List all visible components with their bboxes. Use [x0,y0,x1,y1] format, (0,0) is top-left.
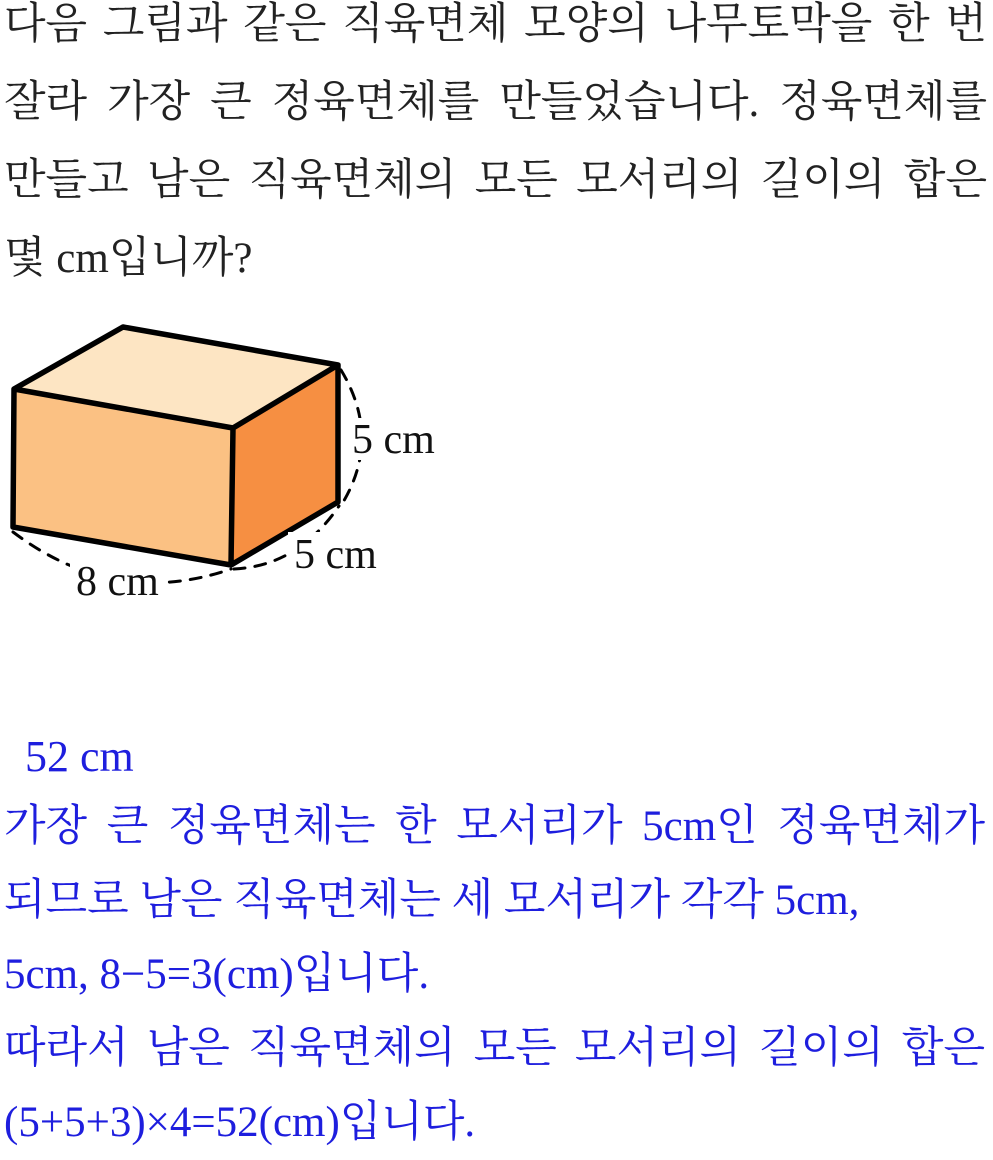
height-dimension-label: 5 cm [352,417,435,463]
question-line-2: 잘라 가장 큰 정육면체를 만들었습니다. 정육면체를 [4,79,987,126]
explanation-line-1: 가장 큰 정육면체는 한 모서리가 5cm인 정육면체가 [4,803,985,850]
explanation-text [4,790,985,1160]
question-text [4,0,987,298]
cuboid-svg [0,318,450,608]
question-line-4: 몇 cm입니까? [4,235,253,282]
explanation-line-3: 5cm, 8−5=3(cm)입니다. [4,951,430,998]
question-line-3: 만들고 남은 직육면체의 모든 모서리의 길이의 합은 [4,157,987,204]
answer-value: 52 cm [25,732,134,781]
depth-dimension-label: 5 cm [294,532,377,578]
explanation-line-2: 되므로 남은 직육면체는 세 모서리가 각각 5cm, [4,877,860,924]
question-line-1: 다음 그림과 같은 직육면체 모양의 나무토막을 한 번 [4,1,987,48]
explanation-line-5: (5+5+3)×4=52(cm)입니다. [4,1099,476,1146]
cuboid-figure [0,318,450,608]
width-dimension-label: 8 cm [76,559,159,605]
explanation-line-4: 따라서 남은 직육면체의 모든 모서리의 길이의 합은 [4,1025,985,1072]
